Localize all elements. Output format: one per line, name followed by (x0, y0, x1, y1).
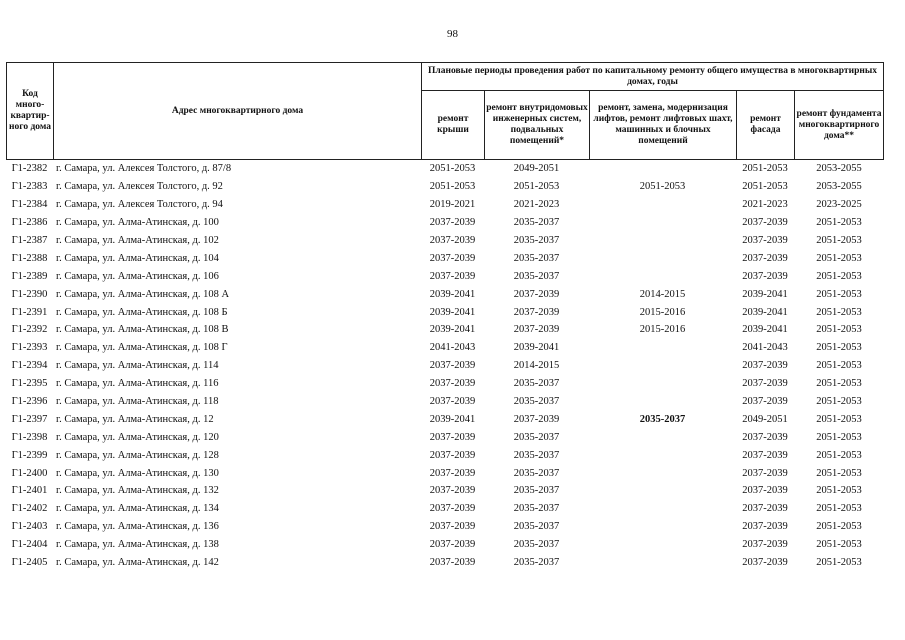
roof-cell: 2037-2039 (429, 235, 476, 246)
address-cell: г. Самара, ул. Алма-Атинская, д. 128 (56, 449, 219, 461)
address-cell: г. Самара, ул. Алексея Толстого, д. 94 (56, 199, 223, 211)
table-row (6, 249, 884, 267)
address-cell: г. Самара, ул. Алма-Атинская, д. 138 (56, 539, 219, 551)
code-cell: Г1-2387 (11, 235, 48, 246)
address-cell: г. Самара, ул. Алма-Атинская, д. 108 А (56, 288, 230, 300)
address-cell: г. Самара, ул. Алма-Атинская, д. 142 (56, 557, 219, 569)
facade-cell: 2041-2043 (742, 342, 788, 354)
foundation-cell: 2051-2053 (816, 270, 862, 282)
foundation-cell: 2051-2053 (816, 306, 862, 318)
engineering-cell: 2035-2037 (513, 449, 560, 461)
facade-cell: 2037-2039 (742, 360, 788, 372)
facade-cell: 2037-2039 (742, 467, 788, 479)
table-row (6, 500, 884, 518)
foundation-cell: 2051-2053 (816, 252, 862, 264)
table-row (6, 321, 884, 339)
facade-cell: 2037-2039 (742, 557, 788, 569)
foundation-cell: 2051-2053 (816, 557, 862, 569)
roof-cell: 2037-2039 (429, 252, 476, 264)
address-cell: г. Самара, ул. Алма-Атинская, д. 102 (56, 235, 219, 246)
roof-cell: 2039-2041 (429, 324, 476, 336)
code-cell: Г1-2400 (11, 467, 48, 479)
roof-cell: 2037-2039 (429, 217, 476, 229)
elevator-cell: 2051-2053 (639, 181, 686, 193)
roof-cell: 2037-2039 (429, 557, 476, 569)
facade-cell: 2037-2039 (742, 378, 788, 390)
code-cell: Г1-2391 (11, 306, 48, 318)
table-row (6, 303, 884, 321)
address-cell: г. Самара, ул. Алма-Атинская, д. 12 (56, 413, 214, 425)
roof-cell: 2037-2039 (429, 431, 476, 443)
facade-cell: 2037-2039 (742, 217, 788, 229)
foundation-cell: 2051-2053 (816, 342, 862, 354)
table-row (6, 393, 884, 411)
address-cell: г. Самара, ул. Алма-Атинская, д. 134 (56, 503, 219, 515)
address-cell: г. Самара, ул. Алма-Атинская, д. 108 Г (56, 342, 228, 354)
address-cell: г. Самара, ул. Алма-Атинская, д. 108 Б (56, 306, 228, 318)
facade-cell: 2037-2039 (742, 539, 788, 551)
foundation-cell: 2053-2055 (816, 163, 862, 175)
engineering-cell: 2037-2039 (513, 324, 560, 336)
foundation-cell: 2051-2053 (816, 503, 862, 515)
address-cell: г. Самара, ул. Алма-Атинская, д. 136 (56, 521, 219, 533)
engineering-cell: 2035-2037 (513, 431, 560, 443)
code-cell: Г1-2396 (11, 396, 48, 408)
facade-cell: 2037-2039 (742, 396, 788, 408)
facade-cell: 2021-2023 (742, 199, 788, 211)
roof-cell: 2037-2039 (429, 467, 476, 479)
elevator-cell: 2014-2015 (639, 288, 686, 300)
engineering-cell: 2035-2037 (513, 270, 560, 282)
engineering-cell: 2021-2023 (513, 199, 560, 211)
facade-cell: 2039-2041 (742, 288, 788, 300)
table-row (6, 267, 884, 285)
engineering-cell: 2035-2037 (513, 539, 560, 551)
facade-cell: 2051-2053 (742, 181, 788, 193)
facade-cell: 2037-2039 (742, 485, 788, 497)
code-cell: Г1-2395 (11, 378, 48, 390)
address-cell: г. Самара, ул. Алма-Атинская, д. 132 (56, 485, 219, 497)
code-cell: Г1-2390 (11, 288, 48, 300)
address-cell: г. Самара, ул. Алма-Атинская, д. 114 (56, 360, 219, 372)
facade-cell: 2037-2039 (742, 449, 788, 461)
foundation-cell: 2051-2053 (816, 431, 862, 443)
foundation-cell: 2023-2025 (816, 199, 862, 211)
facade-cell: 2037-2039 (742, 521, 788, 533)
roof-cell: 2037-2039 (429, 503, 476, 515)
table-row (6, 464, 884, 482)
facade-cell: 2039-2041 (742, 324, 788, 336)
page-number: 98 (447, 28, 458, 40)
address-cell: г. Самара, ул. Алма-Атинская, д. 108 В (56, 324, 229, 336)
foundation-cell: 2051-2053 (816, 288, 862, 300)
facade-cell: 2037-2039 (742, 503, 788, 515)
engineering-cell: 2035-2037 (513, 485, 560, 497)
facade-cell: 2049-2051 (742, 413, 788, 425)
facade-cell: 2037-2039 (742, 431, 788, 443)
code-cell: Г1-2402 (11, 503, 48, 515)
foundation-cell: 2051-2053 (816, 413, 862, 425)
engineering-cell: 2035-2037 (513, 503, 560, 515)
code-cell: Г1-2399 (11, 449, 48, 461)
table-row (6, 518, 884, 536)
code-cell: Г1-2397 (11, 413, 48, 425)
engineering-cell: 2035-2037 (513, 252, 560, 264)
address-cell: г. Самара, ул. Алексея Толстого, д. 92 (56, 181, 223, 193)
header-address: Адрес многоквартирного дома (53, 62, 422, 160)
table-row (6, 357, 884, 375)
roof-cell: 2037-2039 (429, 396, 476, 408)
table-row (6, 428, 884, 446)
table-header (6, 62, 884, 160)
engineering-cell: 2037-2039 (513, 413, 560, 425)
roof-cell: 2041-2043 (429, 342, 476, 354)
engineering-cell: 2035-2037 (513, 557, 560, 569)
engineering-cell: 2051-2053 (513, 181, 560, 193)
table-row (6, 339, 884, 357)
foundation-cell: 2051-2053 (816, 324, 862, 336)
table-row (6, 410, 884, 428)
engineering-cell: 2035-2037 (513, 396, 560, 408)
table-row (6, 214, 884, 232)
roof-cell: 2019-2021 (429, 199, 476, 211)
foundation-cell: 2051-2053 (816, 539, 862, 551)
table-row (6, 554, 884, 572)
roof-cell: 2037-2039 (429, 360, 476, 372)
code-cell: Г1-2393 (11, 342, 48, 354)
address-cell: г. Самара, ул. Алексея Толстого, д. 87/8 (56, 163, 232, 175)
foundation-cell: 2051-2053 (816, 467, 862, 479)
code-cell: Г1-2404 (11, 539, 48, 551)
foundation-cell: 2051-2053 (816, 235, 862, 246)
address-cell: г. Самара, ул. Алма-Атинская, д. 116 (56, 378, 219, 390)
roof-cell: 2037-2039 (429, 378, 476, 390)
header-roof: ремонт крыши (421, 90, 485, 160)
code-cell: Г1-2388 (11, 252, 48, 264)
address-cell: г. Самара, ул. Алма-Атинская, д. 120 (56, 431, 219, 443)
table-row (6, 375, 884, 393)
foundation-cell: 2051-2053 (816, 396, 862, 408)
header-foundation: ремонт фундамента многоквартирного дома** (794, 90, 884, 160)
roof-cell: 2037-2039 (429, 539, 476, 551)
code-cell: Г1-2383 (11, 181, 48, 193)
engineering-cell: 2035-2037 (513, 467, 560, 479)
header-elevators: ремонт, замена, модернизация лифтов, ремонт лифтовых шахт, машинных и блочных помещений (589, 90, 737, 160)
facade-cell: 2039-2041 (742, 306, 788, 318)
elevator-cell: 2015-2016 (639, 306, 686, 318)
roof-cell: 2037-2039 (429, 449, 476, 461)
foundation-cell: 2051-2053 (816, 485, 862, 497)
code-cell: Г1-2398 (11, 431, 48, 443)
table-row (6, 446, 884, 464)
engineering-cell: 2035-2037 (513, 378, 560, 390)
roof-cell: 2039-2041 (429, 413, 476, 425)
table-row (6, 160, 884, 178)
header-facade: ремонт фасада (736, 90, 795, 160)
foundation-cell: 2051-2053 (816, 217, 862, 229)
foundation-cell: 2051-2053 (816, 521, 862, 533)
address-cell: г. Самара, ул. Алма-Атинская, д. 118 (56, 396, 219, 408)
facade-cell: 2037-2039 (742, 270, 788, 282)
roof-cell: 2051-2053 (429, 181, 476, 193)
header-periods: Плановые периоды проведения работ по капитальному ремонту общего имущества в многоквартирных домах, годы (421, 62, 884, 91)
foundation-cell: 2053-2055 (816, 181, 862, 193)
code-cell: Г1-2401 (11, 485, 48, 497)
table-row (6, 232, 884, 250)
foundation-cell: 2051-2053 (816, 449, 862, 461)
roof-cell: 2037-2039 (429, 485, 476, 497)
table-row (6, 285, 884, 303)
table-row (6, 178, 884, 196)
engineering-cell: 2035-2037 (513, 521, 560, 533)
table-row (6, 482, 884, 500)
code-cell: Г1-2384 (11, 199, 48, 211)
address-cell: г. Самара, ул. Алма-Атинская, д. 106 (56, 270, 219, 282)
foundation-cell: 2051-2053 (816, 360, 862, 372)
address-cell: г. Самара, ул. Алма-Атинская, д. 104 (56, 252, 219, 264)
code-cell: Г1-2389 (11, 270, 48, 282)
facade-cell: 2051-2053 (742, 163, 788, 175)
engineering-cell: 2014-2015 (513, 360, 560, 372)
header-engineering: ремонт внутридомовых инженерных систем, подвальных помещений* (484, 90, 590, 160)
table-body (6, 160, 884, 571)
roof-cell: 2039-2041 (429, 306, 476, 318)
elevator-cell: 2015-2016 (639, 324, 686, 336)
engineering-cell: 2035-2037 (513, 217, 560, 229)
facade-cell: 2037-2039 (742, 235, 788, 246)
code-cell: Г1-2403 (11, 521, 48, 533)
roof-cell: 2037-2039 (429, 270, 476, 282)
foundation-cell: 2051-2053 (816, 378, 862, 390)
code-cell: Г1-2386 (11, 217, 48, 229)
engineering-cell: 2037-2039 (513, 306, 560, 318)
table-row (6, 536, 884, 554)
roof-cell: 2051-2053 (429, 163, 476, 175)
table-row (6, 196, 884, 214)
engineering-cell: 2049-2051 (513, 163, 560, 175)
code-cell: Г1-2394 (11, 360, 48, 372)
facade-cell: 2037-2039 (742, 252, 788, 264)
roof-cell: 2037-2039 (429, 521, 476, 533)
elevator-cell: 2035-2037 (639, 413, 686, 425)
address-cell: г. Самара, ул. Алма-Атинская, д. 100 (56, 217, 219, 229)
engineering-cell: 2035-2037 (513, 235, 560, 246)
engineering-cell: 2037-2039 (513, 288, 560, 300)
code-cell: Г1-2392 (11, 324, 48, 336)
roof-cell: 2039-2041 (429, 288, 476, 300)
header-code: Код много-квартир-ного дома (6, 62, 54, 160)
code-cell: Г1-2382 (11, 163, 48, 175)
engineering-cell: 2039-2041 (513, 342, 560, 354)
address-cell: г. Самара, ул. Алма-Атинская, д. 130 (56, 467, 219, 479)
code-cell: Г1-2405 (11, 557, 48, 569)
